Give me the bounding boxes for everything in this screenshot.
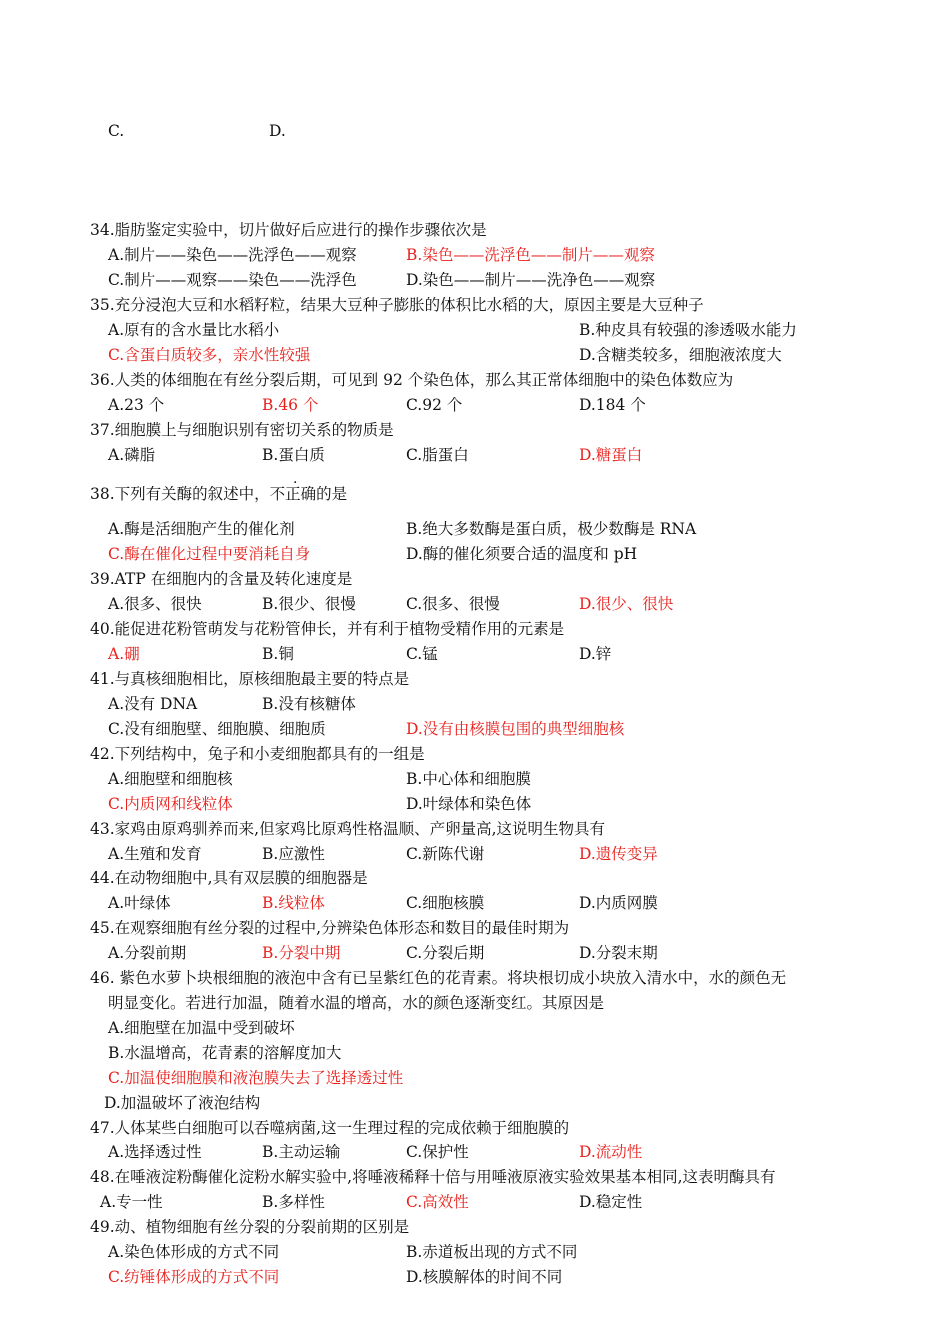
question-stem: 43.家鸡由原鸡驯养而来,但家鸡比原鸡性格温顺、产卵量高,这说明生物具有 xyxy=(90,820,606,838)
option-c-answer: C.酶在催化过程中要消耗自身 xyxy=(108,545,311,563)
option-d: D.稳定性 xyxy=(579,1193,643,1211)
option-b: B.主动运输 xyxy=(262,1143,341,1161)
option-b: B.水温增高，花青素的溶解度加大 xyxy=(108,1044,342,1062)
question-stem: 44.在动物细胞中,具有双层膜的细胞器是 xyxy=(90,869,368,887)
option-d: D.核膜解体的时间不同 xyxy=(406,1268,563,1286)
option-d: D.锌 xyxy=(579,645,612,663)
emphasis-dot: . xyxy=(293,471,298,487)
option-d: D.酶的催化须要合适的温度和 pH xyxy=(406,545,638,563)
question-stem: 45.在观察细胞有丝分裂的过程中,分辨染色体形态和数目的最佳时期为 xyxy=(90,919,570,937)
option-a-answer: A.硼 xyxy=(108,645,140,663)
option-c: C.没有细胞壁、细胞膜、细胞质 xyxy=(108,720,326,738)
option-d: D.内质网膜 xyxy=(579,894,658,912)
option-c: C.制片——观察——染色——洗浮色 xyxy=(108,271,357,289)
option-a: A.染色体形成的方式不同 xyxy=(108,1243,280,1261)
option-b: B.没有核糖体 xyxy=(262,695,356,713)
option-a: A.很多、很快 xyxy=(108,595,202,613)
option-d: D.含糖类较多，细胞液浓度大 xyxy=(579,346,782,364)
option-a: A.制片——染色——洗浮色——观察 xyxy=(108,246,357,264)
option-a: A.23 个 xyxy=(108,396,165,414)
option-b: B.蛋白质 xyxy=(262,446,325,464)
option-b: B.应激性 xyxy=(262,845,325,863)
option-a: A.生殖和发育 xyxy=(108,845,202,863)
question-stem: 41.与真核细胞相比，原核细胞最主要的特点是 xyxy=(90,670,410,688)
option-a: A.磷脂 xyxy=(108,446,156,464)
question-stem: 36.人类的体细胞在有丝分裂后期，可见到 92 个染色体，那么其正常体细胞中的染色体数应为 xyxy=(90,371,734,389)
option-d: D.加温破坏了液泡结构 xyxy=(104,1094,261,1112)
option-d-label: D. xyxy=(269,122,286,140)
question-stem: 48.在唾液淀粉酶催化淀粉水解实验中,将唾液稀释十倍与用唾液原液实验效果基本相同,这表明酶具有 xyxy=(90,1168,776,1186)
question-stem: 35.充分浸泡大豆和水稻籽粒，结果大豆种子膨胀的体积比水稻的大，原因主要是大豆种子 xyxy=(90,296,704,314)
option-c: C.脂蛋白 xyxy=(406,446,469,464)
option-c-answer: C.纺锤体形成的方式不同 xyxy=(108,1268,280,1286)
option-d: D.染色——制片——洗净色——观察 xyxy=(406,271,656,289)
option-b: B.赤道板出现的方式不同 xyxy=(406,1243,578,1261)
option-b-answer: B.线粒体 xyxy=(262,894,325,912)
option-b: B.铜 xyxy=(262,645,294,663)
option-c: C.细胞核膜 xyxy=(406,894,485,912)
option-b: B.多样性 xyxy=(262,1193,325,1211)
option-c: C.保护性 xyxy=(406,1143,469,1161)
question-stem: 38.下列有关酶的叙述中，不正确的是 xyxy=(90,485,348,503)
question-stem: 40.能促进花粉管萌发与花粉管伸长，并有利于植物受精作用的元素是 xyxy=(90,620,565,638)
question-stem-line-1: 46. 紫色水萝卜块根细胞的液泡中含有已呈紫红色的花青素。将块根切成小块放入清水中，水的颜色无 xyxy=(90,969,787,987)
option-c-answer: C.内质网和线粒体 xyxy=(108,795,233,813)
option-a: A.没有 DNA xyxy=(108,695,198,713)
option-a: A.酶是活细胞产生的催化剂 xyxy=(108,520,295,538)
option-b-answer: B.染色——洗浮色——制片——观察 xyxy=(406,246,655,264)
option-d-answer: D.遗传变异 xyxy=(579,845,658,863)
option-d-answer: D.很少、很快 xyxy=(579,595,674,613)
option-c-answer: C.含蛋白质较多，亲水性较强 xyxy=(108,346,311,364)
option-a: A.细胞壁在加温中受到破坏 xyxy=(108,1019,295,1037)
option-a: A.选择透过性 xyxy=(108,1143,202,1161)
option-c-answer: C.高效性 xyxy=(406,1193,469,1211)
option-b: B.绝大多数酶是蛋白质，极少数酶是 RNA xyxy=(406,520,697,538)
option-b: B.种皮具有较强的渗透吸水能力 xyxy=(579,321,797,339)
option-c-answer: C.加温使细胞膜和液泡膜失去了选择透过性 xyxy=(108,1069,404,1087)
option-a: A.专一性 xyxy=(100,1193,163,1211)
option-c-label: C. xyxy=(108,122,125,140)
question-stem-line-2: 明显变化。若进行加温，随着水温的增高，水的颜色逐渐变红。其原因是 xyxy=(108,994,605,1012)
option-d: D.184 个 xyxy=(579,396,646,414)
option-a: A.分裂前期 xyxy=(108,944,187,962)
option-d: D.分裂末期 xyxy=(579,944,658,962)
option-a: A.原有的含水量比水稻小 xyxy=(108,321,280,339)
option-b-answer: B.46 个 xyxy=(262,396,319,414)
option-d-answer: D.糖蛋白 xyxy=(579,446,643,464)
option-d-answer: D.没有由核膜包围的典型细胞核 xyxy=(406,720,625,738)
question-stem: 42.下列结构中，兔子和小麦细胞都具有的一组是 xyxy=(90,745,425,763)
option-c: C.新陈代谢 xyxy=(406,845,485,863)
option-d-answer: D.流动性 xyxy=(579,1143,643,1161)
question-stem: 47.人体某些白细胞可以吞噬病菌,这一生理过程的完成依赖于细胞膜的 xyxy=(90,1119,570,1137)
option-c: C.分裂后期 xyxy=(406,944,485,962)
option-b: B.很少、很慢 xyxy=(262,595,356,613)
option-a: A.叶绿体 xyxy=(108,894,171,912)
option-c: C.92 个 xyxy=(406,396,463,414)
question-stem: 39.ATP 在细胞内的含量及转化速度是 xyxy=(90,570,353,588)
option-c: C.很多、很慢 xyxy=(406,595,500,613)
question-stem: 49.动、植物细胞有丝分裂的分裂前期的区别是 xyxy=(90,1218,410,1236)
option-c: C.锰 xyxy=(406,645,438,663)
option-b-answer: B.分裂中期 xyxy=(262,944,341,962)
question-stem: 34.脂肪鉴定实验中，切片做好后应进行的操作步骤依次是 xyxy=(90,221,487,239)
option-d: D.叶绿体和染色体 xyxy=(406,795,532,813)
question-stem: 37.细胞膜上与细胞识别有密切关系的物质是 xyxy=(90,421,394,439)
option-a: A.细胞壁和细胞核 xyxy=(108,770,233,788)
option-b: B.中心体和细胞膜 xyxy=(406,770,531,788)
